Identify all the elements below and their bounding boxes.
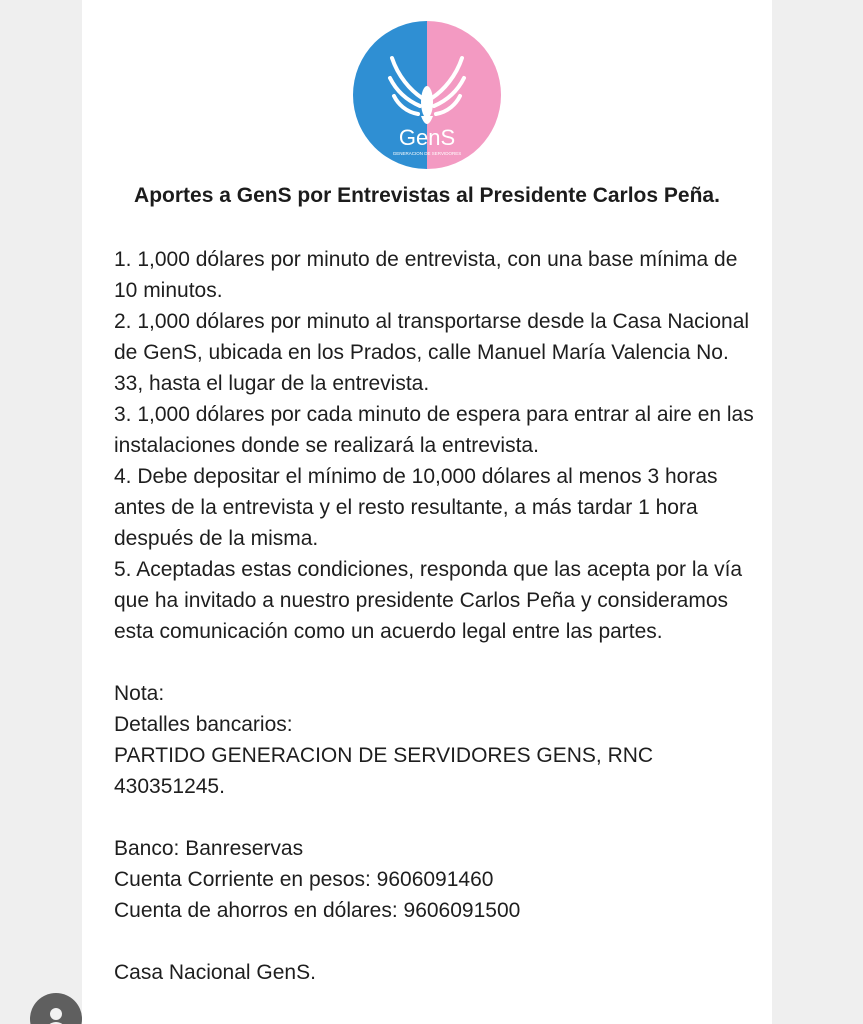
logo-brand-text: GenS bbox=[398, 125, 456, 150]
document-title: Aportes a GenS por Entrevistas al Presidente Carlos Peña. bbox=[134, 184, 720, 207]
gens-logo bbox=[352, 20, 502, 170]
document-body bbox=[114, 244, 754, 988]
note-label: Nota: bbox=[114, 682, 165, 705]
signature: Casa Nacional GenS. bbox=[114, 961, 316, 984]
phoenix-wings-icon bbox=[352, 20, 502, 170]
avatar-head bbox=[50, 1008, 62, 1020]
savings-account: Cuenta de ahorros en dólares: 9606091500 bbox=[114, 899, 521, 922]
logo-subtext: GENERACION DE SERVIDORES bbox=[392, 151, 462, 156]
spacer bbox=[114, 802, 754, 833]
bank-name: Banco: Banreservas bbox=[114, 837, 304, 860]
bank-details-label: Detalles bancarios: bbox=[114, 713, 293, 736]
condition-item-4: 4. Debe depositar el mínimo de 10,000 dólares al menos 3 horas antes de la entrevista y el resto resultante, a más tardar 1 hora después de la misma. bbox=[114, 465, 718, 550]
account-holder: PARTIDO GENERACION DE SERVIDORES GENS, RNC 430351245. bbox=[114, 744, 654, 798]
condition-item-2: 2. 1,000 dólares por minuto al transportarse desde la Casa Nacional de GenS, ubicada en los Prados, calle Manuel María Valencia No. 33, hasta el lugar de la entrevista. bbox=[114, 310, 750, 395]
spacer bbox=[114, 926, 754, 957]
condition-item-3: 3. 1,000 dólares por cada minuto de espera para entrar al aire en las instalaciones donde se realizará la entrevista. bbox=[114, 403, 754, 457]
checking-account: Cuenta Corriente en pesos: 9606091460 bbox=[114, 868, 494, 891]
spacer bbox=[114, 647, 754, 678]
condition-item-1: 1. 1,000 dólares por minuto de entrevista, con una base mínima de 10 minutos. bbox=[114, 248, 738, 302]
user-avatar-icon[interactable] bbox=[30, 993, 82, 1024]
condition-item-5: 5. Aceptadas estas condiciones, responda que las acepta por la vía que ha invitado a nuestro presidente Carlos Peña y consideramos esta comunicación como un acuerdo legal entre las partes. bbox=[114, 558, 743, 643]
